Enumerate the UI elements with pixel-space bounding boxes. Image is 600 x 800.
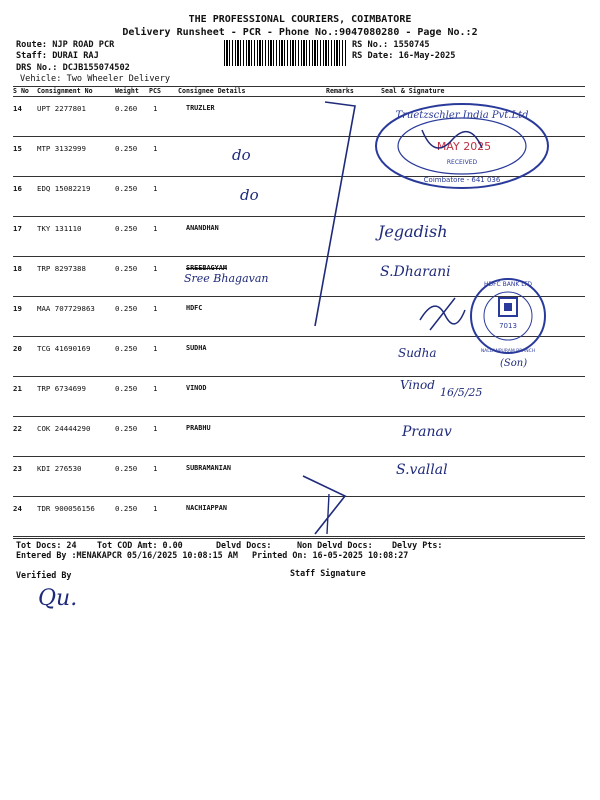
verified-by-label: Verified By [16,570,72,580]
hdfc-stamp [468,276,548,356]
row-consignment: COK 24444290 [37,424,91,433]
handwritten-vallal: S.vallal [396,462,448,478]
row-pcs: 1 [153,224,158,233]
col-consignee: Consignee Details [178,87,246,95]
row-pcs: 1 [153,424,158,433]
runsheet-subtitle: Delivery Runsheet - PCR - Phone No.:9047080280 - Page No.:2 [122,27,478,38]
row-pcs: 1 [153,104,158,113]
row-pcs: 1 [153,344,158,353]
row-consignee: SUDHA [186,344,207,352]
remarks-bracket-strokes [295,96,365,536]
row-consignment: TRP 6734699 [37,384,86,393]
row-weight: 0.250 [115,184,138,193]
row-consignee: TRUZLER [186,104,215,112]
row-consignee: HDFC [186,304,203,312]
handwritten-sign-sudha: Sudha [398,346,437,360]
row-consignee: NACHIAPPAN [186,504,227,512]
rs-number: RS No.: 1550745 [352,40,430,50]
row-consignment: UPT 2277801 [37,104,86,113]
footer-rule [13,538,585,539]
col-pcs: PCS [149,87,161,95]
barcode [224,40,346,66]
row-consignment: TKY 131110 [37,224,82,233]
handwritten-son: (Son) [500,358,528,369]
non-delivered-docs: Non Delvd Docs: [297,540,373,550]
table-bottom-rule [13,536,585,537]
row-weight: 0.250 [115,344,138,353]
stamp-date: MAY 2025 [436,140,492,153]
row-weight: 0.250 [115,224,138,233]
stamp-city: Coimbatore - 641 036 [423,176,501,184]
handwritten-date: 16/5/25 [440,386,483,399]
col-remarks: Remarks [326,87,354,95]
rs-date: RS Date: 16-May-2025 [352,51,456,61]
hdfc-name: HDFC BANK LTD [483,281,533,288]
row-sno: 23 [13,464,22,473]
row-consignment: KDI 276530 [37,464,82,473]
row-consignment: TDR 900056156 [37,504,95,513]
row-consignment: MAA 707729863 [37,304,95,313]
header-top-rule [13,86,585,87]
entered-by: Entered By :MENAKAPCR 05/16/2025 10:08:15 AM [16,550,238,560]
handwritten-sign-vinod: Vinod [400,378,435,392]
row-consignee: SUBRAMANIAN [186,464,232,472]
col-weight: Weight [115,87,139,95]
handwritten-ditto-1: do [232,146,251,164]
company-title: THE PROFESSIONAL COURIERS, COIMBATORE [188,14,412,25]
row-pcs: 1 [153,304,158,313]
staff-label: Staff: DURAI RAJ [16,51,99,61]
hdfc-code: 7013 [499,322,517,330]
hdfc-signature-strokes [415,290,475,340]
handwritten-dharani: S.Dharani [380,264,451,280]
row-consignment: EDQ 15082219 [37,184,91,193]
printed-on: Printed On: 16-05-2025 10:08:27 [252,550,409,560]
row-consignee: ANANDHAN [186,224,219,232]
row-weight: 0.250 [115,424,138,433]
row-consignee: SREEBAGYAM [186,264,227,272]
delivery-points: Delvy Pts: [392,540,443,550]
row-pcs: 1 [153,184,158,193]
row-weight: 0.260 [115,104,138,113]
verified-signature: Qu. [38,586,78,611]
row-sno: 17 [13,224,22,233]
truetzschler-stamp [372,100,552,192]
row-pcs: 1 [153,464,158,473]
row-consignee: VINOD [186,384,207,392]
row-sno: 15 [13,144,22,153]
row-weight: 0.250 [115,464,138,473]
row-weight: 0.250 [115,304,138,313]
row-consignment: TRP 8297388 [37,264,86,273]
col-consignment: Consignment No [37,87,93,95]
row-consignment: MTP 3132999 [37,144,86,153]
drs-number: DRS No.: DCJB155074502 [16,63,130,73]
row-weight: 0.250 [115,384,138,393]
delivered-docs: Delvd Docs: [216,540,272,550]
row-sno: 21 [13,384,22,393]
row-sno: 20 [13,344,22,353]
row-pcs: 1 [153,264,158,273]
route-label: Route: NJP ROAD PCR [16,40,115,50]
staff-signature-label: Staff Signature [290,568,366,578]
handwritten-pranav: Pranav [402,424,452,440]
row-pcs: 1 [153,504,158,513]
row-sno: 14 [13,104,22,113]
row-sno: 24 [13,504,22,513]
row-weight: 0.250 [115,504,138,513]
hdfc-branch: NALLANPURAM BRANCH [480,349,536,354]
handwritten-ditto-2: do [240,186,259,204]
total-cod-amount: Tot COD Amt: 0.00 [97,540,183,550]
row-sno: 22 [13,424,22,433]
row-pcs: 1 [153,144,158,153]
row-weight: 0.250 [115,144,138,153]
row-consignee: PRABHU [186,424,211,432]
row-sno: 16 [13,184,22,193]
row-sno: 18 [13,264,22,273]
handwritten-sree-bhagavan: Sree Bhagavan [184,272,269,285]
col-sno: S No [13,87,29,95]
total-docs: Tot Docs: 24 [16,540,77,550]
row-sno: 19 [13,304,22,313]
stamp-company: Truetzschler India Pvt.Ltd [395,110,529,121]
row-pcs: 1 [153,384,158,393]
vehicle-label: Vehicle: Two Wheeler Delivery [20,74,171,84]
row-weight: 0.250 [115,264,138,273]
handwritten-jegadish: Jegadish [378,222,448,241]
row-consignment: TCG 41690169 [37,344,91,353]
col-seal-signature: Seal & Signature [381,87,445,95]
stamp-received: RECEIVED [446,159,478,166]
